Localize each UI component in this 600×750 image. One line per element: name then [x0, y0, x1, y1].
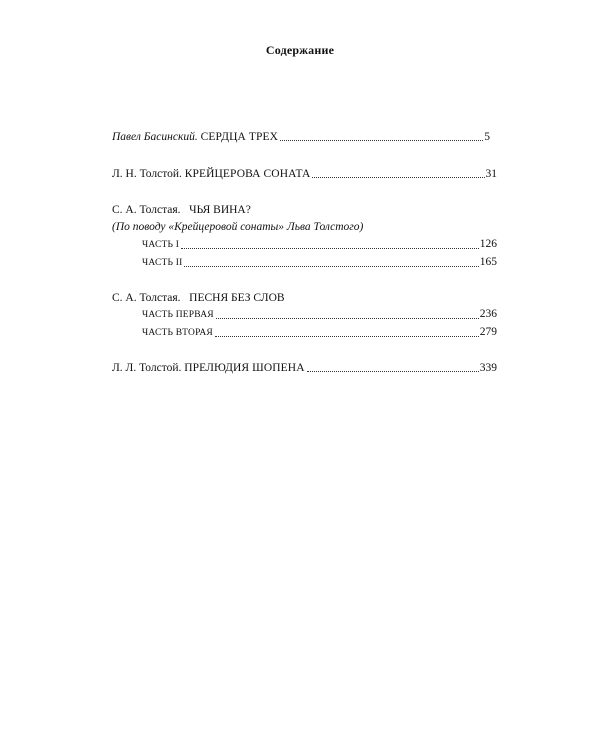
- toc-entry-title: СЕРДЦА ТРЕХ: [200, 131, 278, 143]
- dot-leader: [216, 318, 479, 319]
- toc-part-page: 279: [479, 326, 497, 338]
- toc-part-label: ЧАСТЬ ВТОРАЯ: [142, 328, 213, 338]
- toc-entry-title: КРЕЙЦЕРОВА СОНАТА: [184, 168, 311, 180]
- toc-entry-subtitle: (По поводу «Крейцеровой сонаты» Льва Толстого): [112, 221, 364, 233]
- toc-part-chast-2[interactable]: [142, 255, 497, 270]
- toc-entry-serdtsa-treh[interactable]: [112, 130, 490, 144]
- toc-entry-pesnya-bez-slov[interactable]: [112, 291, 285, 305]
- dot-leader: [312, 177, 484, 178]
- toc-part-chast-1[interactable]: [142, 237, 497, 252]
- toc-entry-author: Павел Басинский.: [112, 131, 198, 143]
- toc-entry-title: ПРЕЛЮДИЯ ШОПЕНА: [184, 362, 305, 374]
- toc-part-label: ЧАСТЬ II: [142, 258, 183, 268]
- toc-entry-author: С. А. Толстая.: [112, 292, 181, 304]
- dot-leader: [307, 371, 479, 372]
- toc-part-label: ЧАСТЬ I: [142, 240, 180, 250]
- toc-part-page: 126: [479, 238, 497, 250]
- toc-entry-author: Л. Н. Толстой.: [112, 168, 182, 180]
- toc-part-page: 165: [479, 256, 497, 268]
- toc-entry-author: С. А. Толстая.: [112, 204, 181, 216]
- toc-entry-page: 339: [479, 362, 497, 374]
- toc-entry-author: Л. Л. Толстой.: [112, 362, 182, 374]
- toc-entry-title: ЧЬЯ ВИНА?: [189, 204, 251, 216]
- toc-entry-title: ПЕСНЯ БЕЗ СЛОВ: [189, 292, 285, 304]
- dot-leader: [280, 140, 483, 141]
- toc-entry-chya-vina[interactable]: [112, 203, 251, 217]
- toc-part-label: ЧАСТЬ ПЕРВАЯ: [142, 310, 214, 320]
- dot-leader: [184, 266, 478, 267]
- toc-entry-kreitserova-sonata[interactable]: [112, 167, 497, 181]
- toc-entry-page: 5: [484, 131, 490, 143]
- dot-leader: [215, 336, 479, 337]
- toc-part-chast-vtoraya[interactable]: [142, 325, 497, 340]
- dot-leader: [181, 248, 479, 249]
- toc-part-chast-pervaya[interactable]: [142, 307, 497, 322]
- toc-part-page: 236: [479, 308, 497, 320]
- toc-entry-page: 31: [485, 168, 497, 180]
- toc-entry-prelyudiya-shopena[interactable]: [112, 361, 497, 375]
- page-title: Содержание: [265, 43, 335, 57]
